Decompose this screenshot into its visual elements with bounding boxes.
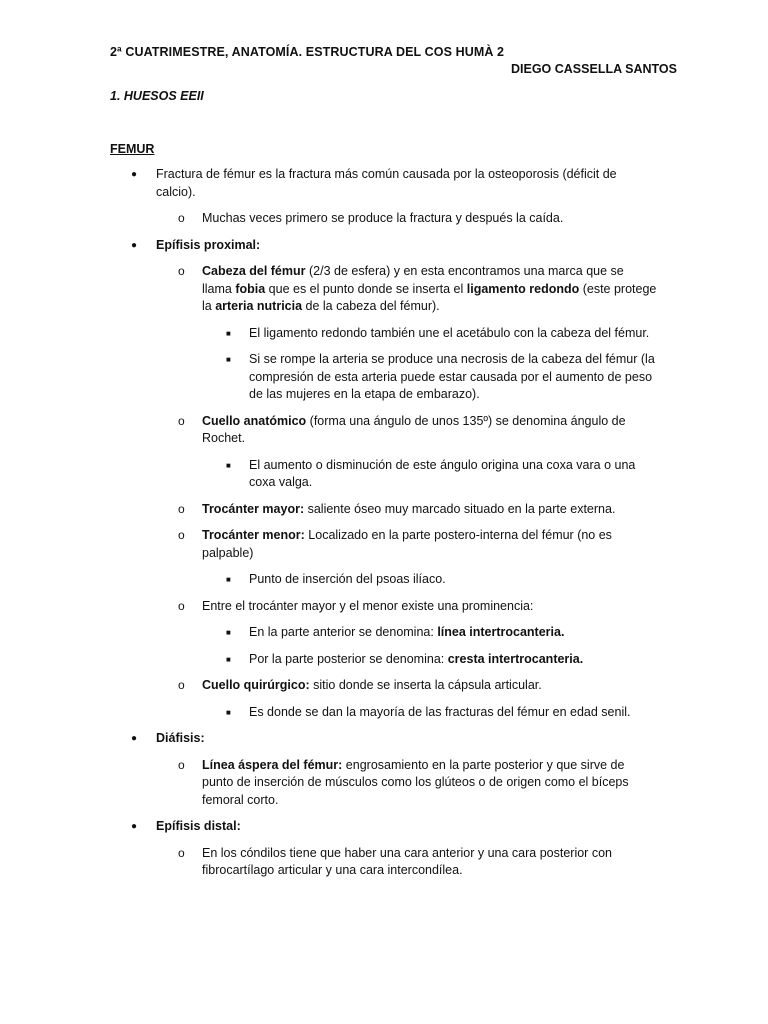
bullet-marker: ■	[226, 328, 231, 338]
list-item-text: En los cóndilos tiene que haber una cara anterior y una cara posterior con fibrocartílago articular y una cara intercondílea.	[202, 845, 612, 877]
bullet-marker: ■	[226, 460, 231, 470]
term: Cabeza del fémur	[202, 264, 306, 278]
list-item	[178, 263, 657, 316]
list-item	[226, 325, 659, 343]
term: Trocánter menor:	[202, 528, 305, 542]
list-item	[178, 501, 657, 519]
term: Cuello anatómico	[202, 413, 307, 428]
list-item-text: Punto de inserción del psoas ilíaco.	[249, 572, 446, 586]
list-item	[226, 351, 659, 404]
list-item-text: El ligamento redondo también une el acetábulo con la cabeza del fémur.	[249, 325, 650, 340]
list-item-text: Muchas veces primero se produce la fractura y después la caída.	[202, 211, 564, 225]
list-item	[226, 651, 659, 669]
term: Cuello quirúrgico:	[202, 678, 310, 692]
list-item	[178, 677, 657, 695]
bullet-marker: ●	[131, 821, 138, 832]
list-item-text: Fractura de fémur es la fractura más común causada por la osteoporosis (déficit de calcio).	[156, 167, 617, 199]
list-item	[131, 730, 626, 748]
bullet-list	[0, 166, 768, 889]
term: línea intertrocanteria.	[437, 625, 565, 639]
term: Trocánter mayor:	[202, 501, 305, 516]
list-item-text: sitio donde se inserta la cápsula articular.	[309, 678, 542, 692]
list-item-text: de la cabeza del fémur).	[302, 299, 440, 313]
bullet-marker: ●	[131, 169, 138, 180]
bullet-marker: o	[178, 757, 185, 772]
list-item-heading: Epífisis proximal:	[156, 237, 261, 252]
list-item-text: engrosamiento en la parte posterior y que sirve de punto de inserción de músculos como los glúteos o de origen como el bíceps femoral corto.	[202, 757, 629, 807]
bullet-marker: ■	[226, 355, 231, 364]
term: arteria nutricia	[215, 299, 303, 313]
list-item-text: (este protege la	[202, 281, 657, 313]
bullet-marker: ●	[131, 733, 138, 744]
list-item	[131, 166, 626, 201]
bullet-marker: ■	[226, 575, 231, 584]
bullet-marker: o	[178, 501, 185, 516]
list-item	[226, 571, 659, 589]
list-item	[178, 757, 657, 810]
list-item-text: que es el punto donde se inserta el	[265, 281, 467, 296]
list-item-heading: Epífisis distal:	[156, 819, 241, 833]
list-item-text: (forma una ángulo de unos 135º) se denomina ángulo de Rochet.	[202, 413, 626, 445]
list-item-text: Si se rompe la arteria se produce una necrosis de la cabeza del fémur (la compresión de esta arteria puede estar causada por el aumento de peso de las mujeres en la etapa de embarazo).	[249, 352, 655, 401]
list-item-heading: Diáfisis:	[156, 731, 205, 745]
list-item	[178, 845, 657, 880]
list-item	[226, 457, 659, 492]
bullet-marker: ■	[226, 707, 231, 717]
bullet-marker: o	[178, 264, 185, 278]
author-name: DIEGO CASSELLA SANTOS	[511, 62, 677, 76]
bullet-marker: o	[178, 598, 185, 613]
list-item	[226, 704, 659, 722]
term: cresta intertrocanteria.	[447, 651, 584, 666]
term: ligamento redondo	[466, 281, 580, 296]
list-item	[131, 818, 626, 836]
list-item	[131, 237, 626, 255]
list-item	[178, 210, 657, 228]
list-item	[226, 624, 659, 642]
bullet-marker: o	[178, 413, 185, 428]
list-item-text: Por la parte posterior se denomina:	[249, 651, 448, 666]
term: fobia	[235, 281, 266, 296]
bullet-marker: ■	[226, 654, 231, 664]
list-item-text: Es donde se dan la mayoría de las fracturas del fémur en edad senil.	[249, 704, 631, 719]
bullet-marker: o	[178, 845, 185, 860]
list-item-text: En la parte anterior se denomina:	[249, 625, 438, 639]
list-item-text: (2/3 de esfera) y en esta encontramos una marca que se llama	[202, 264, 624, 296]
bullet-marker: ■	[226, 628, 231, 637]
bullet-marker: o	[178, 678, 185, 692]
term: Línea áspera del fémur:	[202, 757, 343, 772]
list-item	[178, 413, 657, 448]
list-item-text: Localizado en la parte postero-interna del fémur (no es palpable)	[202, 528, 612, 560]
document-title: 2ª CUATRIMESTRE, ANATOMÍA. ESTRUCTURA DEL COS HUMÀ 2	[110, 45, 505, 59]
bullet-marker: ●	[131, 239, 138, 251]
subsection-title: FEMUR	[110, 142, 155, 156]
list-item	[178, 598, 657, 616]
list-item-text: saliente óseo muy marcado situado en la parte externa.	[304, 501, 616, 516]
bullet-marker: o	[178, 211, 185, 225]
bullet-marker: o	[178, 528, 185, 542]
section-title: 1. HUESOS EEII	[110, 89, 204, 103]
list-item	[178, 527, 657, 562]
list-item-text: Entre el trocánter mayor y el menor existe una prominencia:	[202, 598, 534, 613]
list-item-text: El aumento o disminución de este ángulo origina una coxa vara o una coxa valga.	[249, 457, 636, 489]
